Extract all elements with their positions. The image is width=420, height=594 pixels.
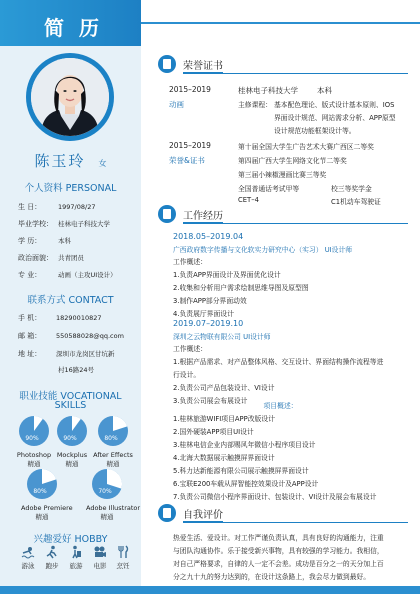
email-address[interactable]: 550588028@qq.com (56, 332, 124, 340)
skill-percent-label: 80% (104, 435, 118, 442)
skills-heading-2: SKILLS (54, 400, 87, 411)
phone-row: 手 机： 18290010827 (18, 314, 102, 322)
edu-major: 动画 (169, 100, 184, 109)
school-name: 桂林电子科技大学 (238, 86, 298, 95)
experience-heading: 工作经历 (183, 211, 223, 222)
skill-name: Adobe Premiere (21, 504, 73, 512)
project-item: 6.宝联E200车载从屏智能控效果设计及APP设计 (173, 480, 319, 488)
skill-progress-ring (56, 415, 88, 447)
job-duty: 1.负责APP界面设计及界面优化设计 (173, 271, 281, 279)
cert-item: C1机动车驾驶证 (331, 198, 381, 206)
skill-progress-ring (91, 468, 123, 500)
award-period: 2015–2019 (169, 141, 211, 150)
evaluation-line: 热爱生活、爱设计。对工作严谨负责认真，具有良好的沟通能力，注重 (173, 534, 384, 542)
skill-level: 精通 (65, 460, 79, 468)
hobby-item (66, 545, 86, 570)
hobby-label: 烹饪 (116, 562, 130, 570)
skill-name: After Effects (93, 451, 133, 459)
award-item: 第十届全国大学生广告艺术大赛广西区二等奖 (238, 143, 374, 151)
skill-progress-ring (26, 468, 58, 500)
certificate-icon (158, 55, 176, 73)
skill-percent-label: 90% (63, 435, 77, 442)
page-title: 简 历 (44, 16, 103, 40)
personal-row: 生 日： 1997/08/27 (18, 203, 96, 211)
skill-item (21, 468, 73, 521)
skill-progress-ring (97, 415, 129, 447)
email-row: 邮 箱： 550588028@qq.com (18, 332, 124, 340)
job-title: 深圳之云物联有限公司 UI设计师 (173, 333, 271, 341)
section-rule-accent (183, 222, 223, 224)
skill-item (92, 415, 134, 468)
person-photo-icon (31, 58, 109, 136)
hobby-label: 电影 (93, 562, 107, 570)
skill-name: Adobe Illustrator (86, 504, 141, 512)
evaluation-line: 与团队沟通协作。乐于接受新兴事物，具有较强的学习能力。我相信， (173, 547, 384, 555)
hobby-item (90, 545, 110, 570)
award-label: 荣誉&证书 (169, 156, 205, 165)
skill-level: 精通 (27, 460, 41, 468)
job-duty: 1.根据产品需求、对产品整体风格、交互设计、界面结构操作流程等进 (173, 358, 384, 366)
skill-percent-label: 80% (33, 488, 47, 495)
skill-item (13, 415, 55, 468)
personal-row: 专 业： 动画（主攻UI设计） (18, 271, 117, 279)
personal-row: 政治面貌： 共青团员 (18, 254, 84, 262)
job-overview-label: 工作概述： (173, 258, 207, 266)
personal-heading: 个人资料 PERSONAL (24, 183, 117, 194)
job-title: 广西政府数字传播与文化软实力研究中心（实习） UI设计师 (173, 246, 353, 254)
course-line: 设计规范功能框架设计等。 (274, 127, 356, 135)
cert-item: 校三等奖学金 (331, 185, 372, 193)
skill-level: 精通 (100, 513, 114, 521)
skill-percent-label: 70% (98, 488, 112, 495)
skill-percent-label: 90% (25, 435, 39, 442)
hobby-label: 跑步 (45, 562, 59, 570)
personal-row: 毕业学校： 桂林电子科技大学 (18, 220, 110, 228)
skill-name: Photoshop (16, 451, 52, 459)
avatar (31, 58, 109, 136)
course-label: 主修课程： (238, 101, 272, 109)
project-item: 5.科力达新能源有限公司展示触摸屏界面设计 (173, 467, 309, 475)
cooking-icon (116, 545, 130, 559)
swim-icon (21, 545, 35, 559)
run-icon (45, 545, 59, 559)
skill-level: 精通 (35, 513, 49, 521)
phone-number[interactable]: 18290010827 (56, 314, 102, 322)
job-duty: 3.负责公司展会布展设计 (173, 397, 248, 405)
person-name: 陈玉玲 (34, 152, 86, 170)
main-content (141, 0, 420, 594)
section-rule-accent (183, 521, 223, 523)
personal-row: 学 历： 本科 (18, 237, 71, 245)
skills-heading: 职业技能 VOCATIONAL (19, 391, 122, 402)
address-row: 地 址： 深圳市龙岗区甘坑新 (18, 350, 115, 358)
film-icon (93, 545, 107, 559)
skill-progress-ring (18, 415, 50, 447)
award-item: 第四届广西大学生网络文化节二等奖 (238, 157, 347, 165)
bottom-bar (0, 586, 420, 594)
job-duty: 2.收集和分析用户需求绘制思维导图及原型图 (173, 284, 309, 292)
section-rule-accent (183, 72, 223, 74)
award-item: 第三届小辣椒漫画比赛三等奖 (238, 171, 327, 179)
course-line: 界面设计规范、网站需求分析、APP原型 (274, 114, 396, 122)
course-line: 基本配色理论、版式设计基本原则、IOS (274, 101, 395, 109)
hobby-label: 游泳 (21, 562, 35, 570)
projects-heading: 项目概述： (263, 402, 298, 410)
hobby-heading: 兴趣爱好 HOBBY (33, 534, 108, 545)
travel-icon (69, 545, 83, 559)
cert-item: 全国普通话考试甲等 (238, 185, 300, 193)
project-item: 3.桂林电信企业内部赐风年微信小程序项目设计 (173, 441, 316, 449)
job-duty: 行设计。 (173, 371, 201, 379)
skill-level: 精通 (106, 460, 120, 468)
hobby-label: 旅游 (69, 562, 83, 570)
address-line2: 村16路24号 (58, 366, 95, 374)
skill-item (86, 468, 141, 521)
sidebar (0, 0, 141, 594)
evaluation-icon (158, 504, 176, 522)
skill-item (51, 415, 93, 468)
hobby-item (113, 545, 133, 570)
title-banner (0, 0, 141, 46)
person-gender: 女 (98, 159, 107, 168)
contact-heading: 联系方式 CONTACT (27, 295, 114, 306)
project-item: 1.桂林旅游WIFI项目APP改版设计 (173, 415, 275, 423)
job-overview-label: 工作概述： (173, 345, 207, 353)
skill-name: Mockplus (56, 451, 88, 459)
project-item: 4.北海大数据展示触摸屏界面设计 (173, 454, 275, 462)
hobby-item (18, 545, 38, 570)
degree: 本科 (317, 86, 332, 95)
job-duty: 4.负责展厅界面设计 (173, 310, 234, 318)
briefcase-icon (158, 205, 176, 223)
edu-period: 2015–2019 (169, 85, 211, 94)
job-period: 2018.05–2019.04 (173, 232, 244, 241)
evaluation-line: 分之九十九的努力达到的，在设计这条路上，我会尽力做到最好。 (173, 573, 371, 581)
evaluation-line: 对自己严格要求，自律的人一定不会差。成功是百分之一的天分加上百 (173, 560, 384, 568)
job-duty: 2.负责公司产品包装设计、VI设计 (173, 384, 275, 392)
name-row (0, 150, 141, 171)
honors-heading: 荣誉证书 (183, 61, 223, 72)
hobby-item (42, 545, 62, 570)
job-duty: 3.制作APP部分界面动效 (173, 297, 247, 305)
project-item: 2.国外硬装APP项目UI设计 (173, 428, 254, 436)
cert-item: CET–4 (238, 196, 259, 204)
job-period: 2019.07–2019.10 (173, 319, 244, 328)
project-item: 7.负责公司微信小程序界面设计、包装设计、VI设计及展会布展设计 (173, 493, 377, 501)
evaluation-heading: 自我评价 (183, 510, 223, 521)
